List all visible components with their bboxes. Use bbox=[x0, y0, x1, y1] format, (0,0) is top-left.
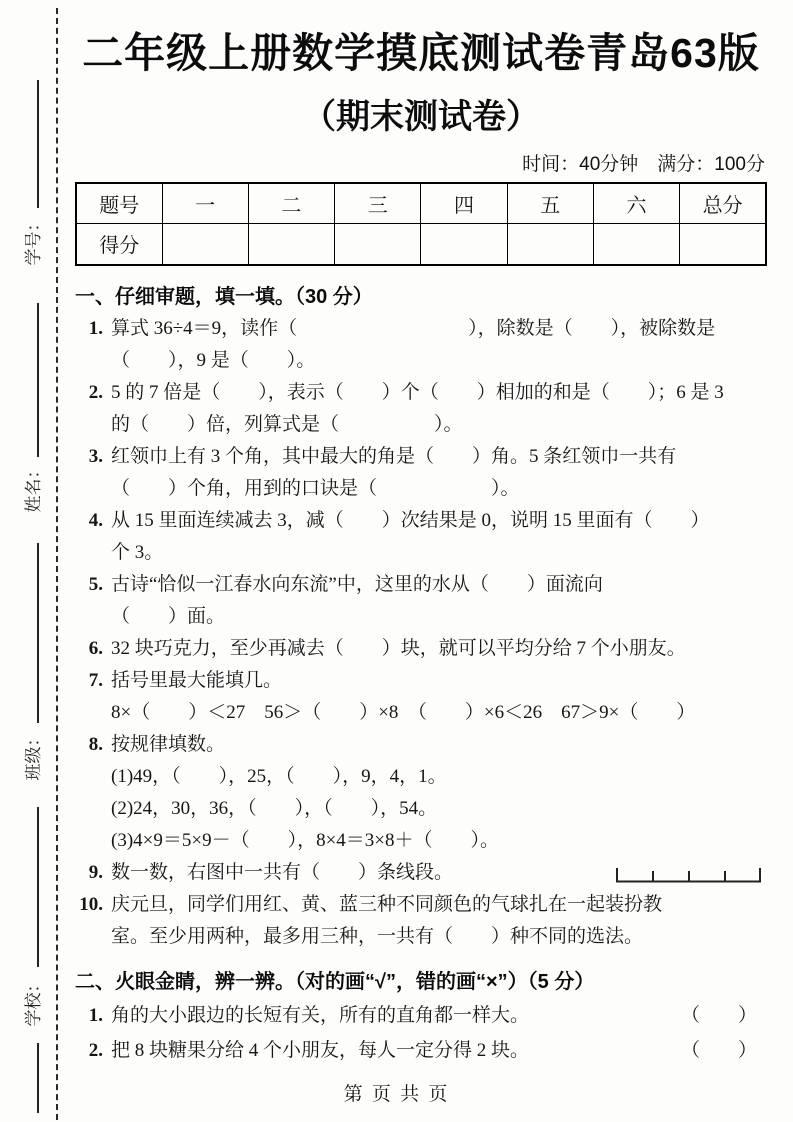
score-table-cell: 一 bbox=[162, 183, 248, 223]
question-number: 9. bbox=[88, 862, 103, 883]
score-table-cell: 五 bbox=[507, 183, 593, 223]
score-blank-cell bbox=[162, 223, 248, 265]
score-blank-cell bbox=[335, 223, 421, 265]
score-blank-cell bbox=[248, 223, 334, 265]
paper-content bbox=[75, 0, 767, 1068]
question-line: 算式 36÷4＝9，读作（ ），除数是（ ），被除数是 bbox=[111, 318, 716, 339]
true-false-question-2 bbox=[75, 1033, 767, 1068]
score-table-cell: 六 bbox=[593, 183, 679, 223]
question-line: 32 块巧克力，至少再减去（ ）块，就可以平均分给 7 个小朋友。 bbox=[111, 638, 686, 659]
question-number: 1. bbox=[88, 318, 103, 339]
score-blank-cell bbox=[507, 223, 593, 265]
sidebar-field-name: 姓名： bbox=[23, 461, 43, 513]
question-number: 5. bbox=[88, 574, 103, 595]
sidebar-field-school: 学校： bbox=[23, 975, 43, 1027]
score-blank-cell bbox=[593, 223, 679, 265]
score-table-header-row bbox=[76, 183, 766, 223]
question-line: （ ）面。 bbox=[111, 606, 226, 627]
question-subitem: (3)4×9＝5×9－（ ），8×4＝3×8＋（ ）。 bbox=[111, 830, 500, 851]
question-number: 3. bbox=[88, 446, 103, 467]
score-table-score-row bbox=[76, 223, 766, 265]
line-segment-figure bbox=[616, 865, 761, 883]
score-table-cell-label: 题号 bbox=[76, 183, 162, 223]
question-6 bbox=[75, 633, 767, 665]
question-8 bbox=[75, 729, 767, 857]
question-line: 从 15 里面连续减去 3，减（ ）次结果是 0，说明 15 里面有（ ） bbox=[111, 510, 710, 531]
question-line: 按规律填数。 bbox=[111, 734, 226, 755]
question-subitem: (2)24，30，36，（ ），（ ），54。 bbox=[111, 798, 438, 819]
question-text: 角的大小跟边的长短有关，所有的直角都一样大。 bbox=[111, 1005, 530, 1026]
time-score-info: 时间：40分钟 满分：100分 bbox=[522, 154, 765, 175]
question-1 bbox=[75, 313, 767, 377]
paper-title: 二年级上册数学摸底测试卷青岛63版 bbox=[82, 30, 760, 76]
question-line: 古诗“恰似一江春水向东流”中，这里的水从（ ）面流向 bbox=[111, 574, 603, 595]
true-false-question-1 bbox=[75, 998, 767, 1033]
question-line: （ ）个角，用到的口诀是（ ）。 bbox=[111, 478, 520, 499]
cut-line bbox=[56, 8, 58, 1120]
question-number: 10. bbox=[79, 894, 103, 915]
question-5 bbox=[75, 569, 767, 633]
sidebar-field-class: 班级： bbox=[23, 729, 43, 781]
score-table bbox=[75, 182, 767, 266]
sidebar-fill-line bbox=[37, 807, 39, 967]
score-blank-cell bbox=[421, 223, 507, 265]
section-2-title: 二、火眼金睛，辨一辨。（对的画“√”，错的画“×”）（5 分） bbox=[75, 971, 595, 993]
question-line: 括号里最大能填几。 bbox=[111, 670, 283, 691]
question-text: 把 8 块糖果分给 4 个小朋友，每人一定分得 2 块。 bbox=[111, 1040, 530, 1061]
sidebar-fill-line bbox=[37, 303, 39, 457]
question-9 bbox=[75, 857, 767, 889]
question-line: 5 的 7 倍是（ ），表示（ ）个（ ）相加的和是（ ）；6 是 3 bbox=[111, 382, 724, 403]
question-number: 2. bbox=[88, 1040, 103, 1061]
section-1-title: 一、仔细审题，填一填。（30 分） bbox=[75, 286, 373, 308]
score-row-label: 得分 bbox=[76, 223, 162, 265]
score-blank-cell bbox=[680, 223, 766, 265]
question-line: 庆元旦，同学们用红、黄、蓝三种不同颜色的气球扎在一起装扮教 bbox=[111, 894, 663, 915]
score-table-cell: 二 bbox=[248, 183, 334, 223]
sidebar-fill-line bbox=[37, 80, 39, 208]
answer-blank: （ ） bbox=[680, 1005, 757, 1026]
question-line: 个 3。 bbox=[111, 542, 164, 563]
question-number: 6. bbox=[88, 638, 103, 659]
question-line: 红领巾上有 3 个角，其中最大的角是（ ）角。5 条红领巾一共有 bbox=[111, 446, 677, 467]
question-line: 数一数，右图中一共有（ ）条线段。 bbox=[111, 862, 454, 883]
answer-blank: （ ） bbox=[680, 1040, 757, 1061]
question-3 bbox=[75, 441, 767, 505]
question-line: （ ），9 是（ ）。 bbox=[111, 350, 316, 371]
question-number: 8. bbox=[88, 734, 103, 755]
question-10 bbox=[75, 889, 767, 953]
sidebar-fill-line bbox=[37, 543, 39, 723]
question-number: 1. bbox=[88, 1005, 103, 1026]
question-2 bbox=[75, 377, 767, 441]
question-subitem: (1)49，（ ），25，（ ），9，4，1。 bbox=[111, 766, 447, 787]
question-line: 8×（ ）＜27 56＞（ ）×8 （ ）×6＜26 67＞9×（ ） bbox=[111, 702, 696, 723]
paper-subtitle: （期末测试卷） bbox=[302, 98, 540, 136]
question-7 bbox=[75, 665, 767, 729]
page-footer: 第 页 共 页 bbox=[343, 1084, 450, 1105]
score-table-cell: 三 bbox=[335, 183, 421, 223]
question-number: 4. bbox=[88, 510, 103, 531]
question-line: 的（ ）倍，列算式是（ ）。 bbox=[111, 414, 463, 435]
question-line: 室。至少用两种，最多用三种，一共有（ ）种不同的选法。 bbox=[111, 926, 644, 947]
question-number: 2. bbox=[88, 382, 103, 403]
question-4 bbox=[75, 505, 767, 569]
question-number: 7. bbox=[88, 670, 103, 691]
score-table-cell: 总分 bbox=[680, 183, 766, 223]
sidebar-field-student-id: 学号： bbox=[23, 214, 43, 266]
score-table-cell: 四 bbox=[421, 183, 507, 223]
